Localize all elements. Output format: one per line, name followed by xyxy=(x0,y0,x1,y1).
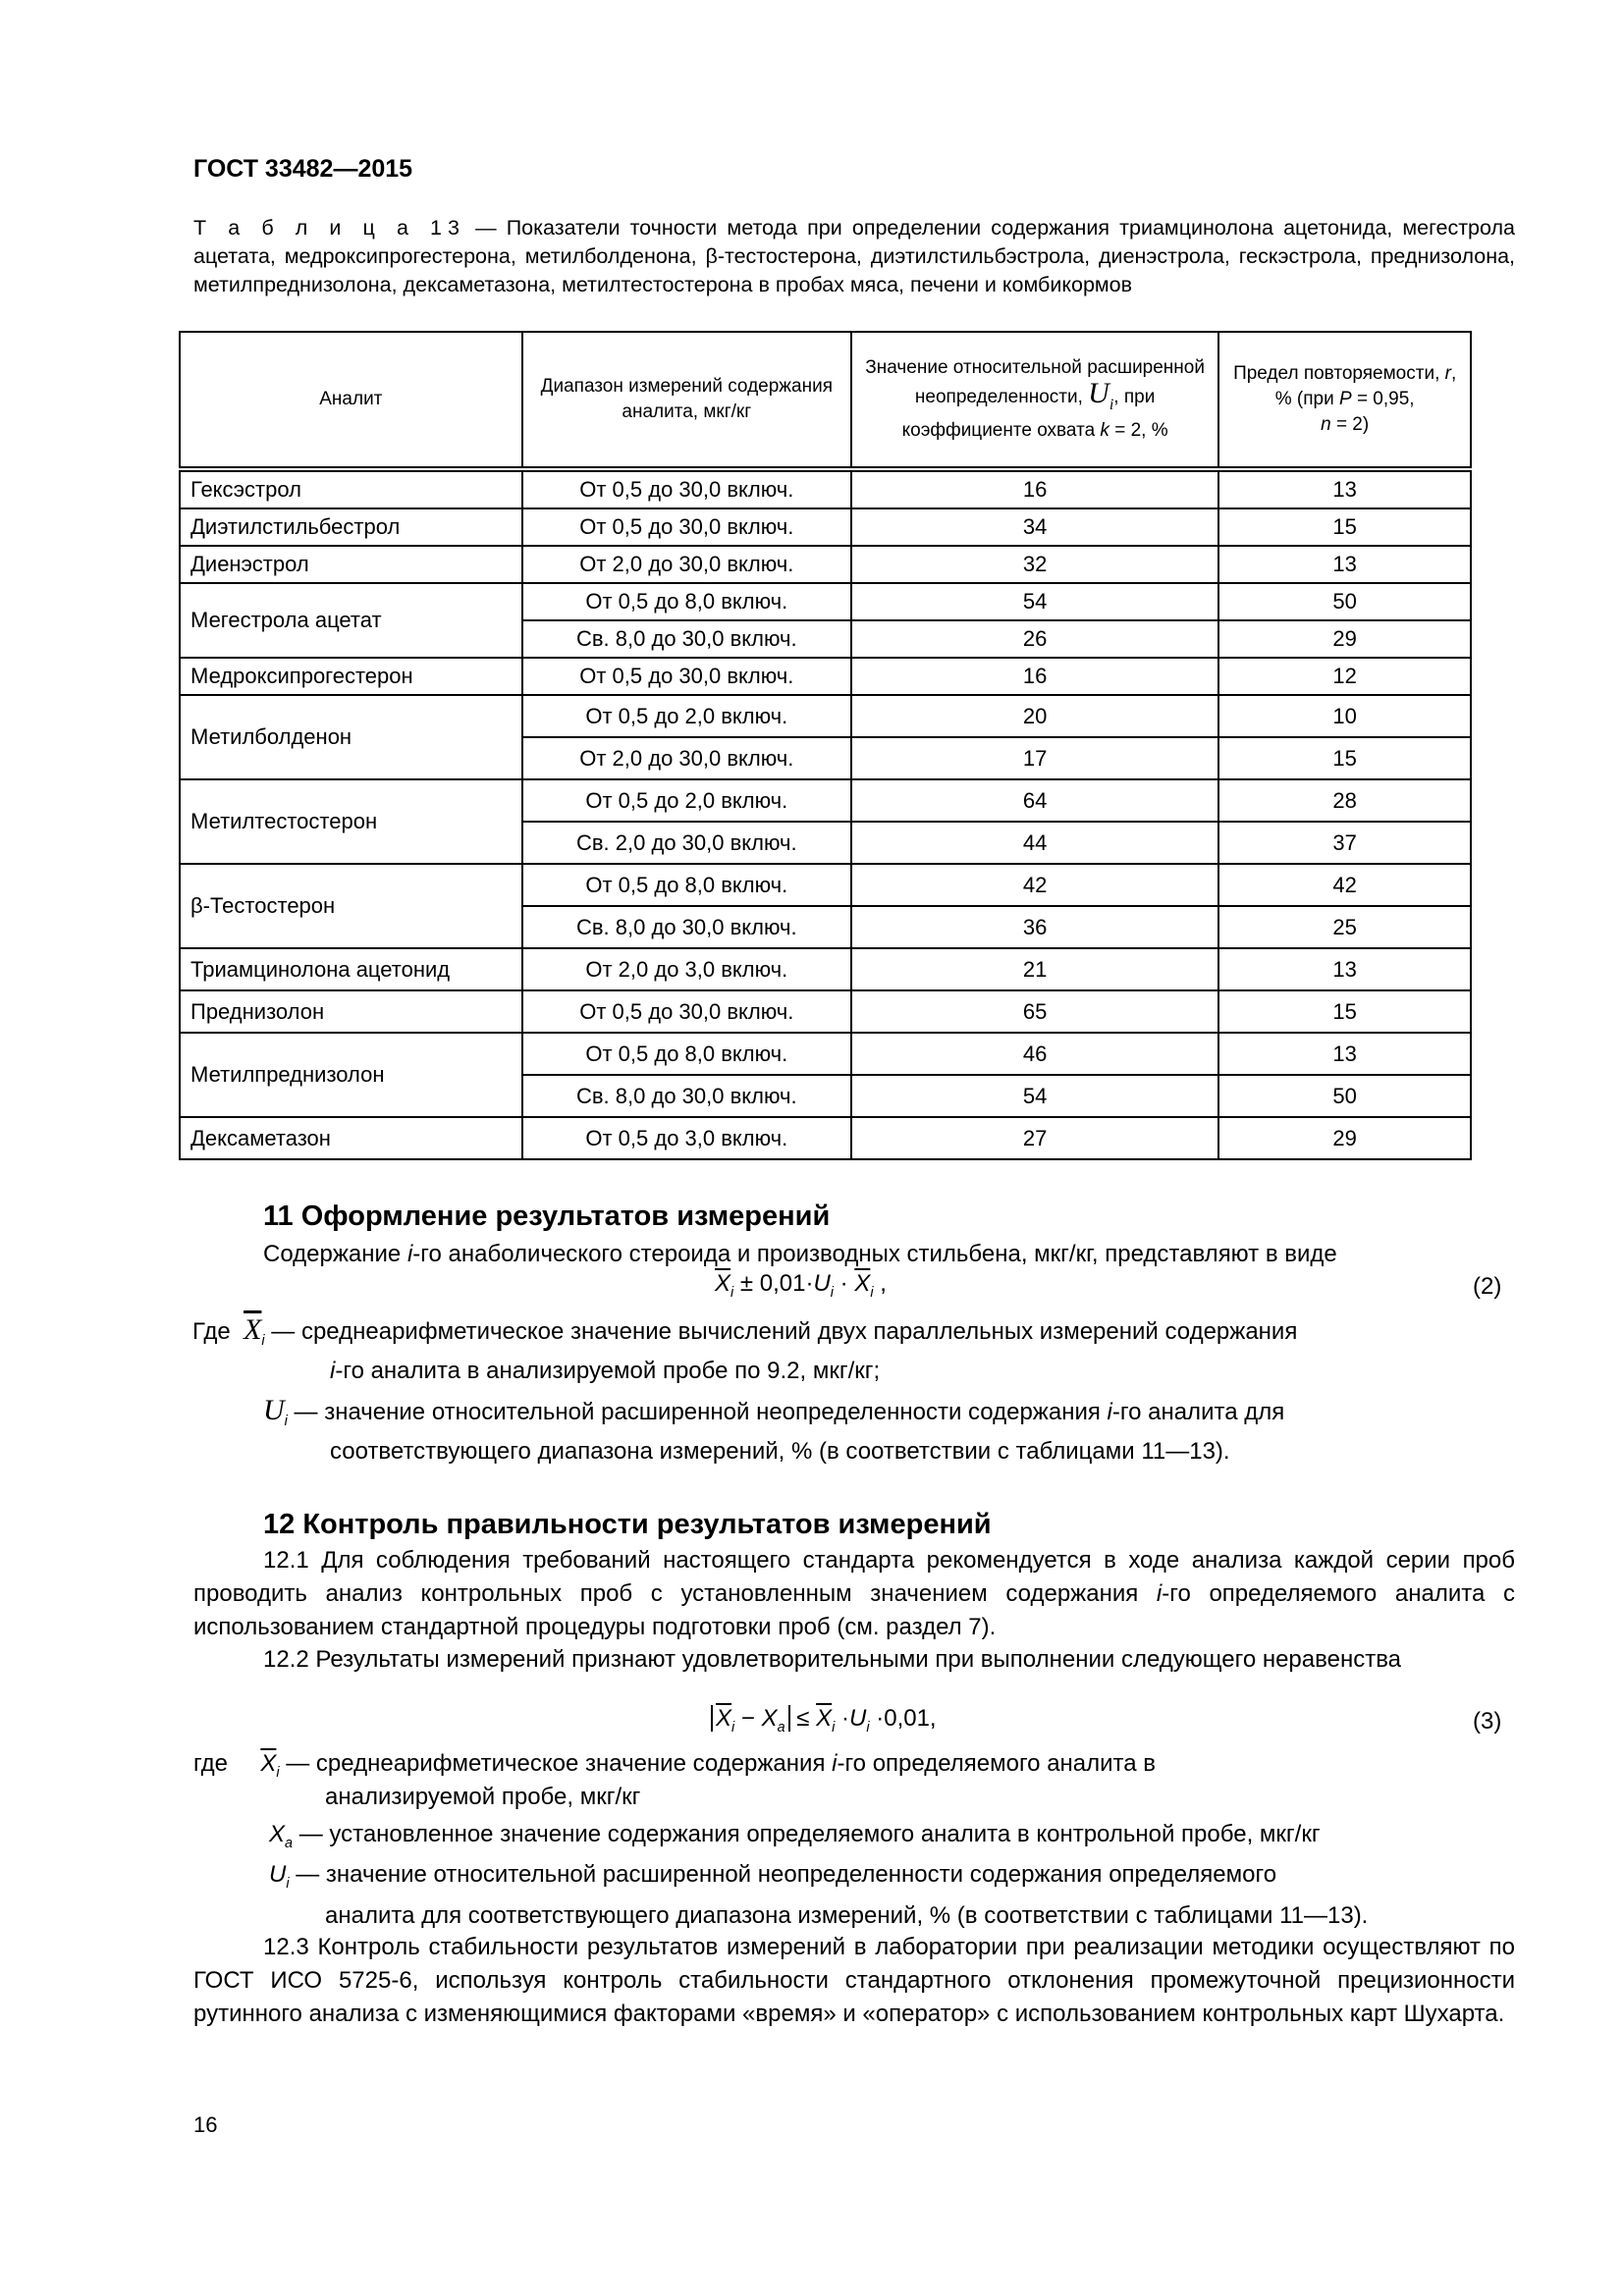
table-row: Диенэстрол От 2,0 до 30,0 включ. 32 13 xyxy=(180,546,1471,583)
section-11-heading: 11 Оформление результатов измерений xyxy=(263,1201,831,1232)
formula-3: $\overline{X}_i - X_a \le \overline{X}_i \cdot U_i \cdot 0,01$, xyxy=(711,1705,937,1735)
table-row: Св. 2,0 до 30,0 включ. 44 37 xyxy=(180,822,1471,864)
section-11-where-1-cont: i-го аналита в анализируемой пробе по 9.2, мкг/кг; xyxy=(330,1358,881,1384)
header-repeatability: Предел повторяемости, r, % (при P = 0,95, n = 2) xyxy=(1218,332,1471,469)
section-12-heading: 12 Контроль правильности результатов измерений xyxy=(263,1509,992,1540)
section-12-where-1-cont: анализируемой пробе, мкг/кг xyxy=(325,1784,641,1810)
table-row: Св. 8,0 до 30,0 включ. 36 25 xyxy=(180,906,1471,948)
table-row: Гексэстрол От 0,5 до 30,0 включ. 16 13 xyxy=(180,469,1471,508)
paragraph-12-2: 12.2 Результаты измерений признают удовлетворительными при выполнении следующего неравенства xyxy=(263,1646,1402,1673)
table-row: Метилтестостерон От 0,5 до 2,0 включ. 64 28 xyxy=(180,779,1471,822)
section-12-where-2: $X_a$ — установленное значение содержания определяемого аналита в контрольной пробе, мкг/кг xyxy=(269,1821,1321,1851)
section-11-intro: Содержание i-го анаболического стероида и производных стильбена, мкг/кг, представляют в виде xyxy=(263,1241,1337,1267)
table-row: Метилболденон От 0,5 до 2,0 включ. 20 10 xyxy=(180,695,1471,737)
table-row: Мегестрола ацетат От 0,5 до 8,0 включ. 54 50 xyxy=(180,583,1471,620)
table-row: Дексаметазон От 0,5 до 3,0 включ. 27 29 xyxy=(180,1117,1471,1159)
table-row: Метилпреднизолон От 0,5 до 8,0 включ. 46 13 xyxy=(180,1033,1471,1075)
page-number: 16 xyxy=(193,2112,218,2137)
table-caption: Т а б л и ц а 13 — Показатели точности метода при определении содержания триамцинолона ацетонида, мегестрола ацетата, медроксипрогестерона, метилболденона, β-тестостерона, диэтилстильбэстрола, диенэстрола, гескэстрола, преднизолона, метилпреднизолона, дексаметазона, метилтестостерона в пробах мяса, печени и комбикормов xyxy=(193,216,1515,296)
paragraph-12-3: 12.3 Контроль стабильности результатов измерений в лаборатории при реализации методики осуществляют по ГОСТ ИСО 5725-6, используя контроль стабильности стандартного отклонения промежуточной прецизионности рутинного анализа с изменяющимися факторами «время» и «оператор» с использованием контрольных карт Шухарта. xyxy=(193,1934,1515,2027)
table-row: Св. 8,0 до 30,0 включ. 54 50 xyxy=(180,1075,1471,1117)
header-range: Диапазон измерений содержания аналита, мкг/кг xyxy=(522,332,851,469)
section-11-where-2: $U_i$ — значение относительной расширенной неопределенности содержания i-го аналита для xyxy=(263,1394,1285,1429)
table-row: Св. 8,0 до 30,0 включ. 26 29 xyxy=(180,620,1471,658)
table-row: От 2,0 до 30,0 включ. 17 15 xyxy=(180,737,1471,779)
document-id: ГОСТ 33482—2015 xyxy=(193,155,413,183)
table-caption-prefix: Т а б л и ц а 13 xyxy=(193,216,465,240)
table-caption-text: Показатели точности метода при определении содержания триамцинолона ацетонида, мегестрола ацетата, медроксипрогестерона, метилболденона, β-тестостерона, диэтилстильбэстрола, диенэстрола, гескэстрола, преднизолона, метилпреднизолона, дексаметазона, метилтестостерона в пробах мяса, печени и комбикормов xyxy=(193,216,1515,296)
formula-2: $\overline{X}_i \pm 0,01\cdot U_i \cdot \overline{X}_i$ , xyxy=(715,1270,887,1301)
table-row: Диэтилстильбестрол От 0,5 до 30,0 включ. 34 15 xyxy=(180,508,1471,546)
paragraph-12-1: 12.1 Для соблюдения требований настоящего стандарта рекомендуется в ходе анализа каждой серии проб проводить анализ контрольных проб с установленным значением содержания i-го определяемого аналита с использованием стандартной процедуры подготовки проб (см. раздел 7). xyxy=(193,1547,1515,1640)
section-12-where-1: где $\overline{X}_i$ — среднеарифметическое значение содержания i-го определяемого аналита в xyxy=(193,1750,1157,1781)
table-row: Преднизолон От 0,5 до 30,0 включ. 65 15 xyxy=(180,990,1471,1033)
formula-2-number: (2) xyxy=(1473,1273,1502,1300)
header-uncertainty: Значение относительной расширенной неопределенности, $U_i$, при коэффициенте охвата k = 2, % xyxy=(851,332,1218,469)
table-row: Медроксипрогестерон От 0,5 до 30,0 включ. 16 12 xyxy=(180,658,1471,695)
section-12-where-3: $U_i$ — значение относительной расширенной неопределенности содержания определяемого xyxy=(269,1861,1277,1892)
table-row: Триамцинолона ацетонид От 2,0 до 3,0 включ. 21 13 xyxy=(180,948,1471,990)
section-11-where-1: Где $\overline{X}_i$ — среднеарифметическое значение вычислений двух параллельных измерений содержания xyxy=(192,1313,1298,1349)
section-12-where-3-cont: аналита для соответствующего диапазона измерений, % (в соответствии с таблицами 11—13). xyxy=(325,1902,1369,1929)
header-analyte: Аналит xyxy=(180,332,522,469)
table-header-row xyxy=(180,332,1471,469)
accuracy-table xyxy=(179,331,1472,1160)
section-11-where-2-cont: соответствующего диапазона измерений, % (в соответствии с таблицами 11—13). xyxy=(330,1438,1230,1465)
table-row: β-Тестостерон От 0,5 до 8,0 включ. 42 42 xyxy=(180,864,1471,906)
formula-3-number: (3) xyxy=(1473,1708,1502,1735)
